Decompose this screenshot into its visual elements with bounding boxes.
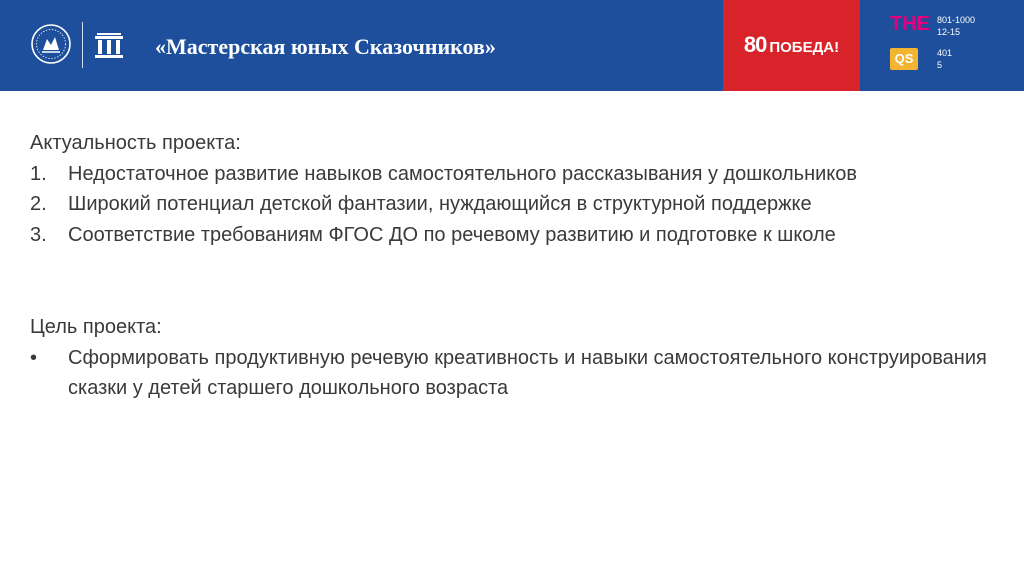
relevance-item bbox=[30, 220, 990, 251]
the-rank-range: 801-1000 bbox=[937, 15, 976, 25]
the-logo-text: THE bbox=[890, 13, 930, 35]
list-item-text: Недостаточное развитие навыков самостоятельного рассказывания у дошкольников bbox=[68, 162, 858, 185]
qs-rank-sub: 5 bbox=[937, 60, 943, 70]
pobeda-label bbox=[723, 32, 860, 58]
pobeda-word: ПОБЕДА! bbox=[769, 39, 840, 56]
list-item-text: Широкий потенциал детской фантазии, нуждающийся в структурной поддержке bbox=[68, 193, 812, 215]
relevance-heading: Актуальность проекта: bbox=[30, 132, 241, 154]
relevance-item bbox=[30, 189, 990, 220]
header-bar bbox=[0, 0, 1024, 91]
list-marker: 1. bbox=[30, 162, 47, 185]
list-marker: 3. bbox=[30, 223, 47, 246]
goal-item bbox=[30, 343, 990, 404]
pobeda-number: 80 bbox=[743, 32, 767, 57]
university-crest-icon bbox=[30, 23, 72, 65]
qs-rank: 401 bbox=[937, 48, 953, 58]
the-rank-sub: 12-15 bbox=[937, 27, 961, 37]
list-marker: 2. bbox=[30, 193, 47, 215]
relevance-item bbox=[30, 159, 990, 190]
columns-building-icon bbox=[92, 28, 126, 62]
goal-heading: Цель проекта: bbox=[30, 316, 162, 338]
list-item-text: Соответствие требованиям ФГОС ДО по речевому развитию и подготовке к школе bbox=[68, 223, 836, 246]
slide-content bbox=[30, 128, 990, 404]
pobeda-banner bbox=[723, 0, 860, 91]
qs-ranking-logo: QS bbox=[890, 48, 918, 70]
bullet-marker: • bbox=[30, 346, 38, 369]
section-gap bbox=[30, 250, 990, 312]
page-title: «Мастерская юных Сказочников» bbox=[155, 34, 496, 59]
logo-divider bbox=[82, 22, 83, 68]
list-item-text: Сформировать продуктивную речевую креативность и навыки самостоятельного конструирования сказки у детей старшего дошкольного возраста bbox=[68, 346, 987, 399]
the-ranking-logo bbox=[890, 12, 930, 36]
